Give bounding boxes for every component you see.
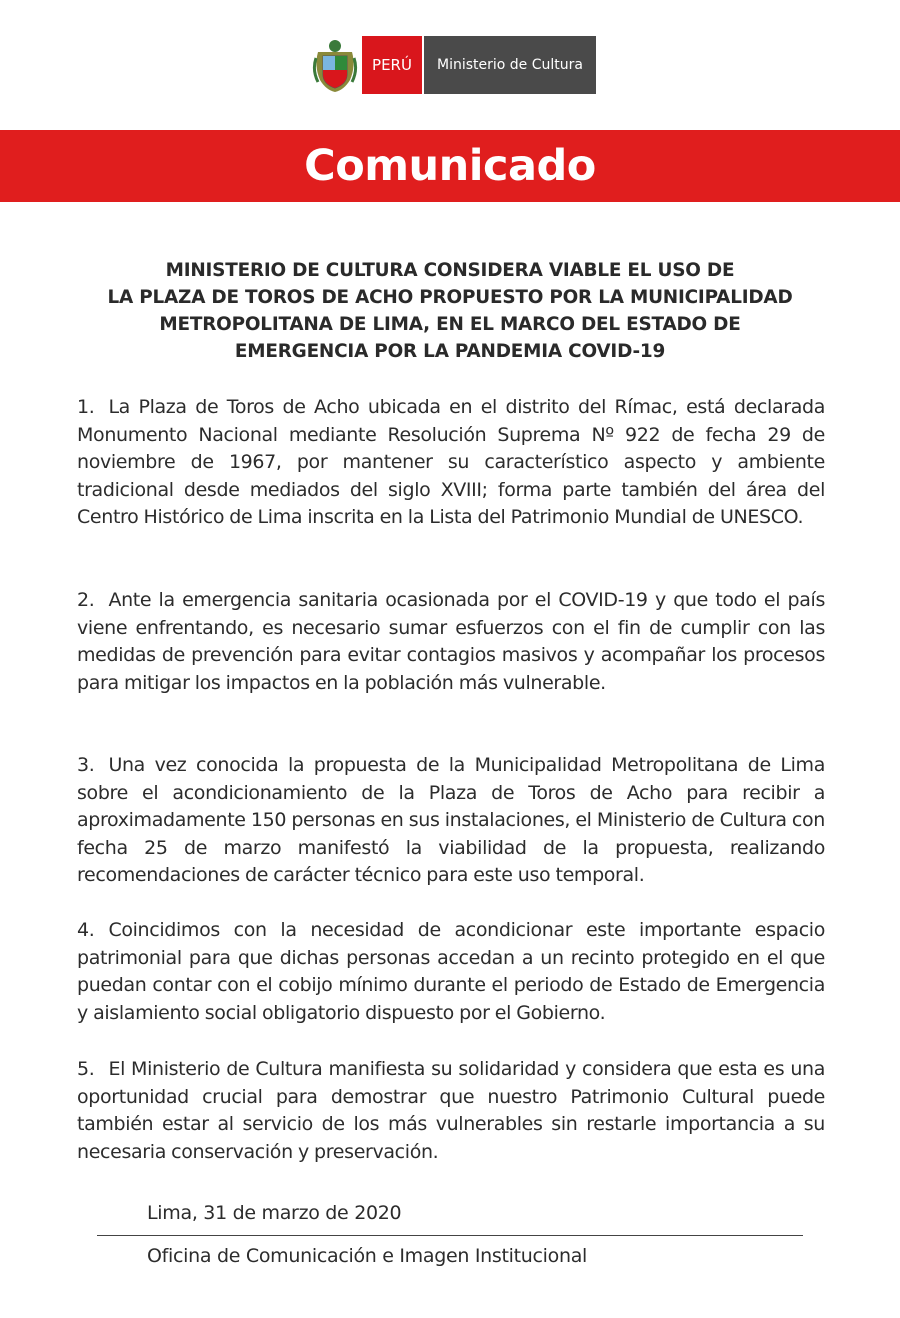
ministry-logo: [312, 36, 596, 94]
coat-of-arms-icon: [312, 36, 358, 94]
paragraph-text: La Plaza de Toros de Acho ubicada en el distrito del Rímac, está declarada Monumento Nacional mediante Resolución Suprema Nº 922 de fecha 29 de noviembre de 1967, por mantener su característico aspecto y ambiente tradicional desde mediados del siglo XVIII; forma parte también del área del Centro Histórico de Lima inscrita en la Lista del Patrimonio Mundial de UNESCO.: [77, 396, 825, 528]
headline: [60, 257, 840, 365]
headline-line: MINISTERIO DE CULTURA CONSIDERA VIABLE EL USO DE: [165, 260, 735, 281]
date-line: Lima, 31 de marzo de 2020: [147, 1202, 402, 1224]
paragraph-text: Coincidimos con la necesidad de acondicionar este importante espacio patrimonial para que dichas personas accedan a un recinto protegido en el que puedan contar con el cobijo mínimo durante el periodo de Estado de Emergencia y aislamiento social obligatorio dispuesto por el Gobierno.: [77, 919, 825, 1024]
peru-label: PERÚ: [362, 36, 422, 94]
ministry-label: Ministerio de Cultura: [424, 36, 596, 94]
paragraph-5: [77, 1056, 825, 1166]
headline-line: EMERGENCIA POR LA PANDEMIA COVID-19: [234, 341, 666, 362]
paragraph-1: [77, 394, 825, 532]
page-title: Comunicado: [304, 141, 596, 191]
paragraph-text: El Ministerio de Cultura manifiesta su solidaridad y considera que esta es una oportunidad crucial para demostrar que nuestro Patrimonio Cultural puede también estar al servicio de los más vulnerables sin restarle importancia a su necesaria conservación y preservación.: [77, 1058, 825, 1163]
paragraph-text: Ante la emergencia sanitaria ocasionada por el COVID-19 y que todo el país viene enfrentando, es necesario sumar esfuerzos con el fin de cumplir con las medidas de prevención para evitar contagios masivos y acompañar los procesos para mitigar los impactos en la población más vulnerable.: [77, 589, 825, 694]
paragraph-number: 5.: [77, 1058, 95, 1080]
paragraph-2: [77, 587, 825, 697]
title-banner: [0, 130, 900, 202]
headline-line: METROPOLITANA DE LIMA, EN EL MARCO DEL ESTADO DE: [159, 314, 741, 335]
signature-rule: [97, 1235, 803, 1236]
paragraph-number: 3.: [77, 754, 95, 776]
paragraph-4: [77, 917, 825, 1027]
paragraph-text: Una vez conocida la propuesta de la Municipalidad Metropolitana de Lima sobre el acondicionamiento de la Plaza de Toros de Acho para recibir a aproximadamente 150 personas en sus instalaciones, el Ministerio de Cultura con fecha 25 de marzo manifestó la viabilidad de la propuesta, realizando recomendaciones de carácter técnico para este uso temporal.: [77, 754, 825, 886]
headline-line: LA PLAZA DE TOROS DE ACHO PROPUESTO POR LA MUNICIPALIDAD: [107, 287, 793, 308]
paragraph-number: 2.: [77, 589, 95, 611]
paragraph-number: 4.: [77, 919, 95, 941]
issuing-office: Oficina de Comunicación e Imagen Institucional: [147, 1245, 588, 1267]
paragraph-number: 1.: [77, 396, 95, 418]
paragraph-3: [77, 752, 825, 890]
